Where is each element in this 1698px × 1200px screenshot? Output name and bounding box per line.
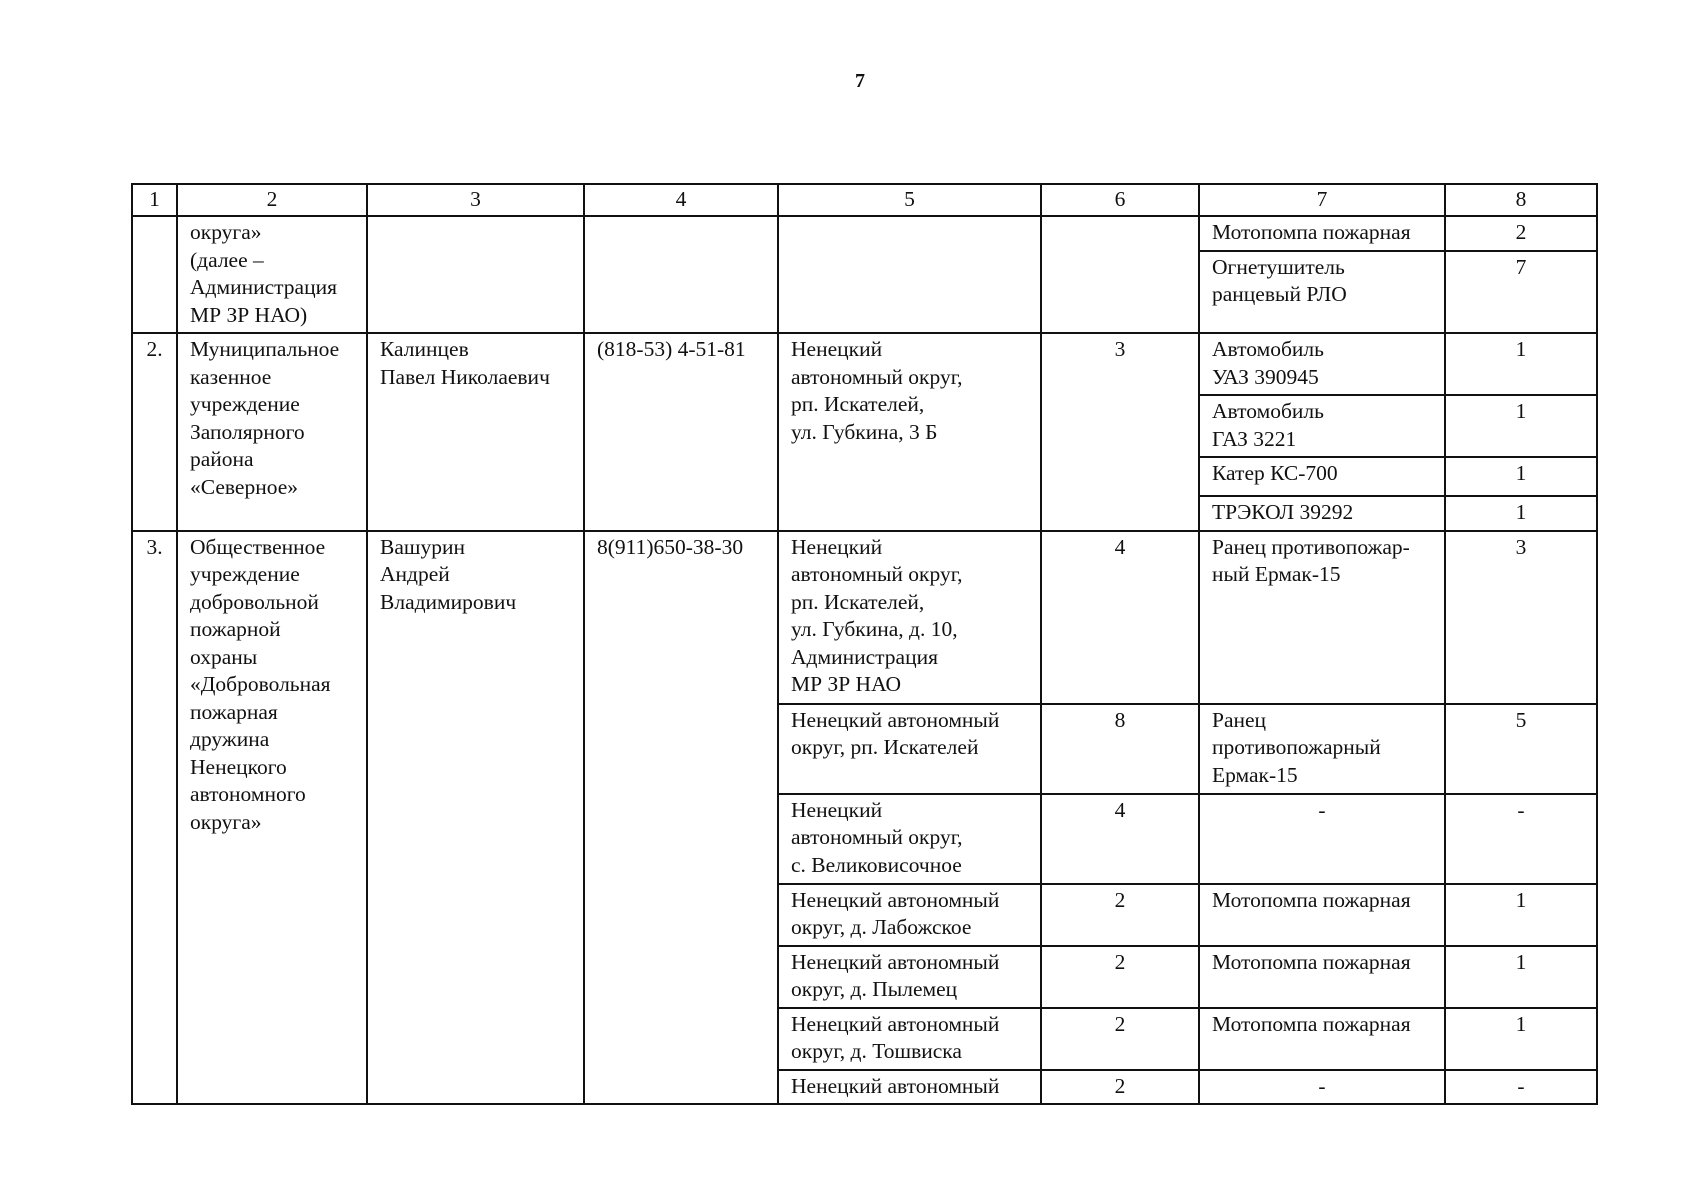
page-number: 7 (855, 70, 865, 92)
text-line: района (190, 447, 254, 471)
equipment-table (131, 183, 1598, 1105)
text-line: Администрация (190, 275, 337, 299)
quantity-cell: - (1445, 1070, 1597, 1105)
text-line: «Добровольная (190, 672, 331, 696)
text-line: МР ЗР НАО (791, 672, 902, 696)
text-line: округ, рп. Искателей (791, 735, 979, 759)
address-cell (778, 216, 1041, 333)
text-line: Администрация (791, 644, 938, 669)
equipment-cell (1199, 794, 1445, 884)
quantity-cell: 1 (1445, 946, 1597, 1008)
organization-cell (177, 216, 367, 333)
address-cell (778, 946, 1041, 1008)
equipment-cell (1199, 531, 1445, 704)
text-line: Катер КС-700 (1212, 461, 1338, 485)
text-line: Мотопомпа пожарная (1212, 887, 1411, 912)
text-line: пожарной (190, 617, 281, 641)
text-line: рп. Искателей, (791, 589, 925, 614)
equipment-cell (1199, 884, 1445, 946)
count-cell: 4 (1041, 531, 1199, 704)
text-line: ный Ермак-15 (1212, 562, 1341, 586)
text-line: Автомобиль (1212, 399, 1324, 423)
count-cell: 2 (1041, 1008, 1199, 1070)
text-line: автономный округ, (791, 825, 963, 849)
text-line: Ермак-15 (1212, 762, 1298, 787)
table-row (132, 531, 1597, 704)
address-cell (778, 1008, 1041, 1070)
count-cell: 4 (1041, 794, 1199, 884)
text-line: Ненецкий (791, 337, 883, 361)
text-line: округ, д. Тошвиска (791, 1039, 962, 1063)
text-line: Калинцев (380, 337, 469, 361)
row-number-cell: 3. (132, 531, 177, 1105)
text-line: учреждение (190, 392, 300, 416)
text-line: (818-53) 4-51-81 (597, 337, 746, 361)
header-cell: 2 (177, 184, 367, 216)
text-line: - (1318, 1073, 1326, 1098)
count-cell: 2 (1041, 946, 1199, 1008)
table-row (132, 333, 1597, 395)
quantity-cell: 1 (1445, 395, 1597, 457)
text-line: УАЗ 390945 (1212, 364, 1319, 389)
quantity-cell: 1 (1445, 496, 1597, 531)
equipment-cell (1199, 395, 1445, 457)
text-line: казенное (190, 364, 272, 389)
equipment-cell (1199, 946, 1445, 1008)
equipment-cell (1199, 1070, 1445, 1105)
text-line: Огнетушитель (1212, 254, 1345, 279)
header-cell: 8 (1445, 184, 1597, 216)
text-line: Владимирович (380, 589, 517, 614)
text-line: охраны (190, 644, 258, 669)
text-line: Андрей (380, 562, 450, 586)
header-row (132, 184, 1597, 216)
text-line: Муниципальное (190, 337, 340, 361)
text-line: автономный округ, (791, 364, 963, 389)
equipment-cell (1199, 216, 1445, 251)
text-line: ул. Губкина, 3 Б (791, 419, 938, 444)
text-line: учреждение (190, 562, 300, 586)
quantity-cell: 7 (1445, 251, 1597, 333)
text-line: Ненецкий автономный (791, 707, 1000, 732)
text-line: противопожарный (1212, 735, 1381, 759)
text-line: Ненецкий автономный (791, 887, 1000, 912)
organization-cell (177, 333, 367, 531)
quantity-cell: 5 (1445, 704, 1597, 794)
text-line: Автомобиль (1212, 337, 1324, 361)
text-line: округа» (190, 809, 262, 834)
equipment-cell (1199, 333, 1445, 395)
address-cell (778, 1070, 1041, 1105)
quantity-cell: 1 (1445, 1008, 1597, 1070)
head-cell (367, 333, 584, 531)
quantity-cell: - (1445, 794, 1597, 884)
header-cell: 3 (367, 184, 584, 216)
phone-cell (584, 333, 778, 531)
text-line: Ранец противопожар- (1212, 534, 1410, 559)
row-number-cell: 2. (132, 333, 177, 531)
text-line: Ненецкий автономный (791, 1073, 1000, 1098)
text-line: Заполярного (190, 419, 305, 444)
equipment-cell (1199, 704, 1445, 794)
quantity-cell: 1 (1445, 884, 1597, 946)
phone-cell (584, 531, 778, 1105)
quantity-cell: 1 (1445, 333, 1597, 395)
text-line: (далее – (190, 247, 264, 272)
header-cell: 7 (1199, 184, 1445, 216)
equipment-cell (1199, 1008, 1445, 1070)
text-line: автономный округ, (791, 562, 963, 586)
count-cell (1041, 216, 1199, 333)
count-cell: 8 (1041, 704, 1199, 794)
text-line: Ненецкий автономный (791, 949, 1000, 974)
text-line: Общественное (190, 534, 326, 559)
text-line: ГАЗ 3221 (1212, 426, 1297, 451)
text-line: 8(911)650-38-30 (597, 534, 744, 559)
quantity-cell: 1 (1445, 457, 1597, 496)
text-line: Мотопомпа пожарная (1212, 1011, 1411, 1036)
header-cell: 6 (1041, 184, 1199, 216)
text-line: ТРЭКОЛ 39292 (1212, 500, 1354, 524)
text-line: Мотопомпа пожарная (1212, 220, 1411, 244)
count-cell: 3 (1041, 333, 1199, 531)
text-line: с. Великовисочное (791, 852, 962, 877)
quantity-cell: 3 (1445, 531, 1597, 704)
address-cell (778, 531, 1041, 704)
address-cell (778, 333, 1041, 531)
address-cell (778, 794, 1041, 884)
text-line: Ненецкого (190, 754, 287, 779)
quantity-cell: 2 (1445, 216, 1597, 251)
text-line: Ненецкий автономный (791, 1011, 1000, 1036)
text-line: - (1318, 797, 1326, 822)
text-line: рп. Искателей, (791, 392, 925, 416)
organization-cell (177, 531, 367, 1105)
text-line: ранцевый РЛО (1212, 282, 1347, 307)
text-line: автономного (190, 782, 306, 806)
text-line: Мотопомпа пожарная (1212, 949, 1411, 974)
equipment-cell (1199, 496, 1445, 531)
address-cell (778, 704, 1041, 794)
header-cell: 5 (778, 184, 1041, 216)
text-line: Ненецкий (791, 534, 883, 559)
count-cell: 2 (1041, 1070, 1199, 1105)
phone-cell (584, 216, 778, 333)
header-cell: 1 (132, 184, 177, 216)
text-line: Вашурин (380, 534, 465, 559)
text-line: пожарная (190, 699, 278, 724)
text-line: Павел Николаевич (380, 364, 550, 389)
equipment-cell (1199, 251, 1445, 333)
text-line: округа» (190, 220, 262, 244)
table-row (132, 216, 1597, 251)
text-line: Ранец (1212, 707, 1267, 732)
text-line: округ, д. Лабожское (791, 915, 972, 939)
address-cell (778, 884, 1041, 946)
count-cell: 2 (1041, 884, 1199, 946)
text-line: ул. Губкина, д. 10, (791, 617, 958, 641)
equipment-cell (1199, 457, 1445, 496)
head-cell (367, 531, 584, 1105)
text-line: «Северное» (190, 474, 299, 499)
row-number-cell (132, 216, 177, 333)
text-line: округ, д. Пылемец (791, 977, 958, 1001)
text-line: МР ЗР НАО) (190, 302, 308, 327)
text-line: дружина (190, 727, 270, 751)
header-cell: 4 (584, 184, 778, 216)
head-cell (367, 216, 584, 333)
text-line: добровольной (190, 589, 319, 614)
text-line: Ненецкий (791, 797, 883, 822)
